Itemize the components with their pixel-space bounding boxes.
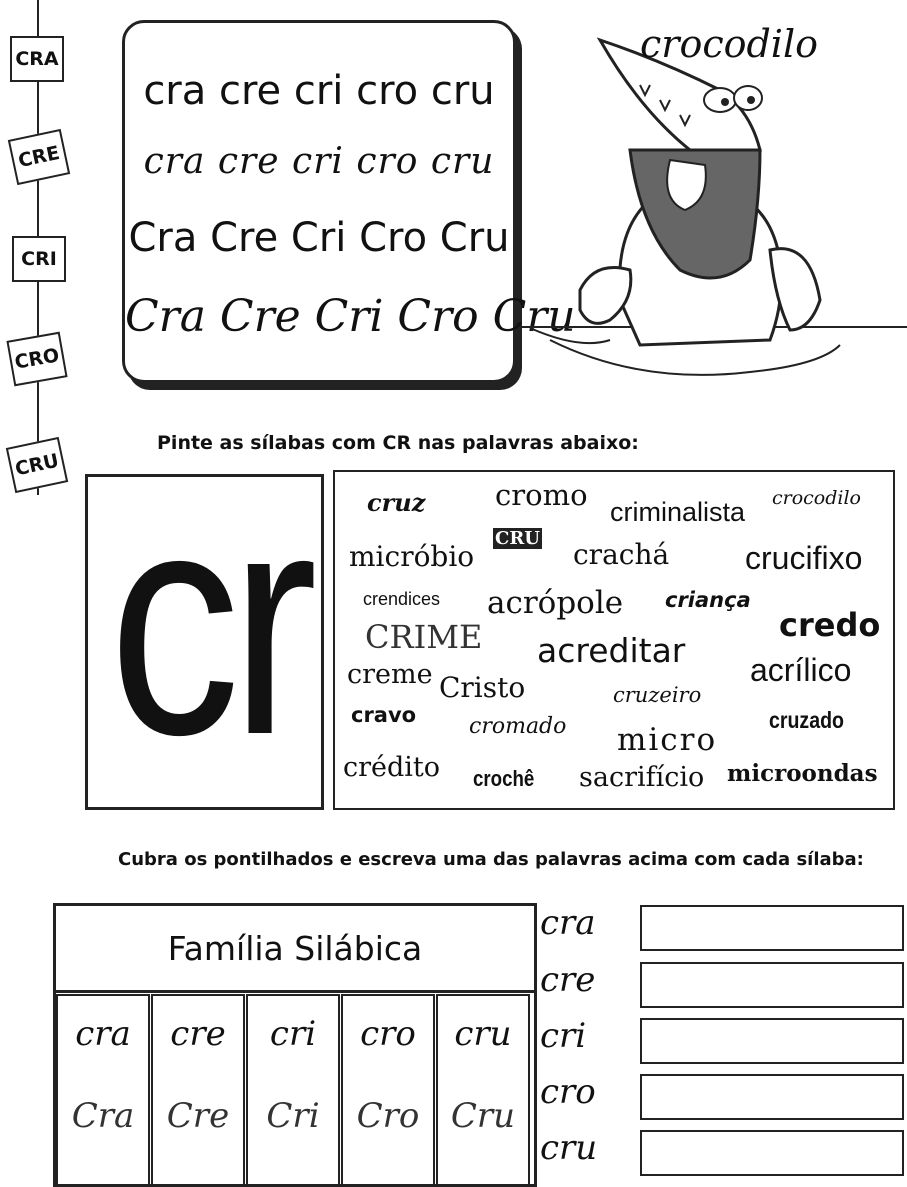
word-cravo: cravo — [351, 703, 417, 727]
tag-cro: CRO — [6, 332, 67, 387]
practice-row-cri — [540, 1016, 900, 1062]
word-cromo: cromo — [495, 478, 588, 512]
practice-row-cro — [540, 1072, 900, 1118]
practice-row-cra — [540, 903, 900, 949]
practice-field-cri[interactable] — [640, 1018, 904, 1064]
familia-upper-cro: Cro — [356, 1096, 420, 1136]
word-cru: CRU — [495, 528, 540, 549]
familia-lower-cru: cru — [454, 1014, 512, 1054]
word-microbio: micróbio — [349, 540, 475, 573]
familia-col-cra — [56, 994, 150, 1186]
word-cruz: cruz — [367, 488, 426, 517]
practice-row-cre — [540, 960, 900, 1006]
word-acreditar: acreditar — [537, 631, 686, 670]
word-sacrificio: sacrifício — [579, 762, 705, 793]
instruction-trace: Cubra os pontilhados e escreva uma das palavras acima com cada sílaba: — [118, 849, 864, 870]
practice-field-cra[interactable] — [640, 905, 904, 951]
word-creme: creme — [347, 659, 433, 690]
word-acropole: acrópole — [487, 585, 624, 621]
word-criminalista: criminalista — [610, 497, 746, 527]
syllables-print-lower: cra cre cri cro cru — [143, 68, 495, 114]
cr-letter-box — [85, 443, 324, 810]
syllables-cursive-lower: cra cre cri cro cru — [143, 141, 495, 182]
familia-upper-cri: Cri — [266, 1096, 320, 1136]
familia-col-cro — [341, 994, 435, 1186]
word-cristo: Cristo — [439, 671, 526, 704]
word-cloud — [333, 470, 895, 810]
word-credo: credo — [779, 606, 881, 644]
tag-cri: CRI — [12, 236, 66, 282]
tag-cre: CRE — [8, 129, 70, 185]
practice-syllable-cra: cra — [540, 903, 596, 943]
familia-lower-cra: cra — [75, 1014, 131, 1054]
familia-lower-cre: cre — [170, 1014, 226, 1054]
familia-upper-cra: Cra — [71, 1096, 135, 1136]
familia-upper-cru: Cru — [450, 1096, 516, 1136]
crocodile-word: crocodilo — [640, 22, 818, 66]
practice-syllable-cro: cro — [540, 1072, 596, 1112]
word-crendices: crendices — [363, 589, 441, 609]
familia-title: Família Silábica — [56, 906, 534, 993]
practice-field-cro[interactable] — [640, 1074, 904, 1120]
crocodile-illustration — [520, 0, 907, 390]
practice-syllable-cre: cre — [540, 960, 596, 1000]
word-crucifixo: crucifixo — [745, 540, 863, 576]
word-crime: CRIME — [365, 618, 483, 656]
familia-upper-cre: Cre — [166, 1096, 230, 1136]
practice-field-cre[interactable] — [640, 962, 904, 1008]
word-cromado: cromado — [469, 714, 567, 739]
familia-col-cru — [436, 994, 530, 1186]
word-croche: crochê — [473, 766, 535, 791]
word-micro: micro — [617, 722, 718, 758]
syllables-cursive-upper: Cra Cre Cri Cro Cru — [125, 291, 576, 342]
word-crocodilo: crocodilo — [772, 487, 861, 509]
practice-field-cru[interactable] — [640, 1130, 904, 1176]
syllables-print-upper: Cra Cre Cri Cro Cru — [128, 215, 510, 261]
familia-col-cri — [246, 994, 340, 1186]
word-acrilico: acrílico — [750, 652, 852, 688]
practice-row-cru — [540, 1128, 900, 1174]
familia-lower-cri: cri — [269, 1014, 317, 1054]
syllable-box — [122, 20, 576, 383]
word-cruzado: cruzado — [769, 707, 844, 733]
familia-silabica-table — [53, 903, 537, 1187]
instruction-paint: Pinte as sílabas com CR nas palavras abaixo: — [157, 432, 639, 454]
familia-lower-cro: cro — [360, 1014, 416, 1054]
practice-syllable-cru: cru — [540, 1128, 598, 1168]
cr-big-letters: cr — [108, 443, 308, 801]
practice-syllable-cri: cri — [540, 1016, 587, 1056]
familia-col-cre — [151, 994, 245, 1186]
word-crianca: criança — [665, 588, 751, 612]
tag-cru: CRU — [6, 437, 68, 493]
word-cruzeiro: cruzeiro — [613, 683, 702, 707]
word-microondas: microondas — [727, 760, 878, 787]
tag-cra: CRA — [10, 36, 64, 82]
word-credito: crédito — [343, 752, 441, 783]
word-cracha: crachá — [573, 538, 670, 571]
